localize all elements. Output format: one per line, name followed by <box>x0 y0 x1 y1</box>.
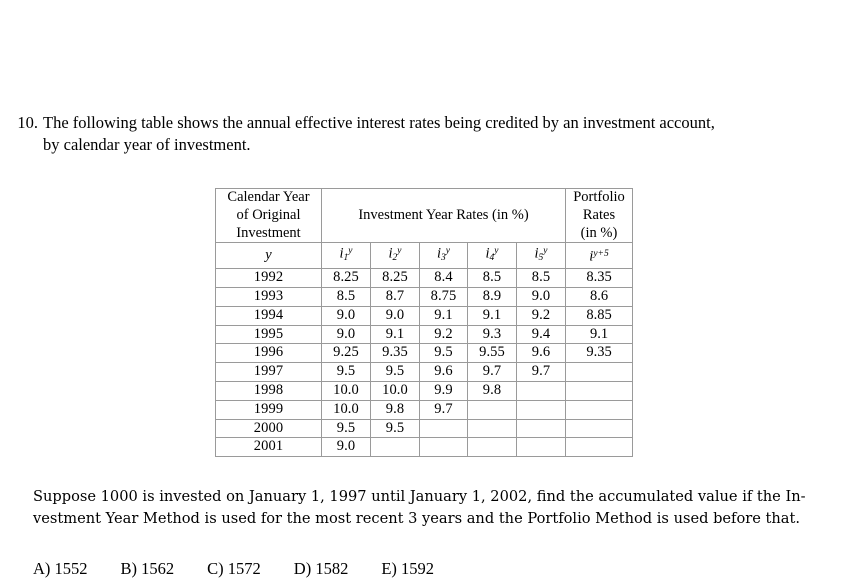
cell-rate-5: 9.4 <box>517 325 566 344</box>
symbol-rate-5 <box>517 243 566 269</box>
cell-portfolio-rate: 8.35 <box>566 269 633 288</box>
cell-rate-4 <box>468 419 517 438</box>
cell-rate-5 <box>517 419 566 438</box>
cell-portfolio-rate: 8.85 <box>566 306 633 325</box>
cell-rate-3: 9.2 <box>420 325 468 344</box>
symbol-rate-1 <box>322 243 371 269</box>
cell-year: 1996 <box>216 344 322 363</box>
table-row <box>216 400 633 419</box>
symbol-base: i <box>589 248 594 265</box>
interest-rate-table-container <box>215 188 633 457</box>
cell-rate-4 <box>468 438 517 457</box>
cell-year: 1993 <box>216 288 322 307</box>
cell-rate-2: 9.5 <box>371 419 420 438</box>
cell-year: 1998 <box>216 381 322 400</box>
cell-rate-1: 9.25 <box>322 344 371 363</box>
symbol-superscript: y <box>348 246 353 257</box>
table-row <box>216 419 633 438</box>
symbol-subscript: 1 <box>343 253 349 264</box>
cell-rate-2: 8.25 <box>371 269 420 288</box>
cell-rate-4 <box>468 400 517 419</box>
symbol-superscript: y <box>397 246 402 257</box>
cell-portfolio-rate <box>566 400 633 419</box>
symbol-base: i <box>534 245 539 262</box>
cell-rate-1: 9.0 <box>322 438 371 457</box>
cell-rate-5 <box>517 381 566 400</box>
symbol-subscript: 4 <box>489 253 495 264</box>
table-row <box>216 381 633 400</box>
cell-rate-5 <box>517 400 566 419</box>
problem-statement <box>0 112 852 156</box>
header-portfolio-rates-line: Portfolio <box>573 189 625 205</box>
symbol-superscript: y <box>543 246 548 257</box>
cell-rate-3 <box>420 438 468 457</box>
cell-rate-2: 9.1 <box>371 325 420 344</box>
cell-portfolio-rate <box>566 419 633 438</box>
cell-rate-1: 9.0 <box>322 325 371 344</box>
cell-rate-4: 9.8 <box>468 381 517 400</box>
header-portfolio-rates <box>566 189 633 243</box>
symbol-rate-4 <box>468 243 517 269</box>
cell-rate-3: 9.9 <box>420 381 468 400</box>
problem-statement-line: The following table shows the annual effective interest rates being credited by an investment account, <box>43 113 715 132</box>
cell-rate-2 <box>371 438 420 457</box>
answer-choice-label: C) <box>207 559 224 578</box>
answer-choice-c[interactable] <box>207 558 261 580</box>
cell-year: 2001 <box>216 438 322 457</box>
header-portfolio-rates-line: (in %) <box>580 224 618 241</box>
cell-rate-1: 10.0 <box>322 381 371 400</box>
answer-choice-e[interactable] <box>381 558 434 580</box>
cell-rate-4: 9.1 <box>468 306 517 325</box>
cell-rate-5: 9.7 <box>517 363 566 382</box>
table-row <box>216 344 633 363</box>
problem-number: 10. <box>17 113 38 132</box>
symbol-base: i <box>388 245 393 262</box>
cell-rate-3: 8.4 <box>420 269 468 288</box>
cell-year: 2000 <box>216 419 322 438</box>
symbol-base: i <box>339 245 344 262</box>
cell-rate-1: 10.0 <box>322 400 371 419</box>
cell-year: 1994 <box>216 306 322 325</box>
cell-rate-1: 9.5 <box>322 419 371 438</box>
cell-rate-5 <box>517 438 566 457</box>
symbol-superscript: y+5 <box>593 248 609 259</box>
cell-portfolio-rate <box>566 381 633 400</box>
symbol-portfolio-rate <box>566 243 633 269</box>
cell-rate-3: 9.7 <box>420 400 468 419</box>
cell-rate-5: 9.6 <box>517 344 566 363</box>
symbol-rate-2 <box>371 243 420 269</box>
cell-rate-5: 9.2 <box>517 306 566 325</box>
cell-rate-2: 9.0 <box>371 306 420 325</box>
cell-rate-2: 10.0 <box>371 381 420 400</box>
table-row <box>216 269 633 288</box>
answer-choice-b[interactable] <box>121 558 175 580</box>
problem-statement-row <box>0 112 852 156</box>
header-calendar-year-line: of Original <box>236 206 301 223</box>
header-calendar-year-line: Investment <box>236 224 301 241</box>
cell-rate-2: 9.8 <box>371 400 420 419</box>
cell-rate-2: 9.35 <box>371 344 420 363</box>
cell-portfolio-rate <box>566 363 633 382</box>
cell-rate-4: 8.9 <box>468 288 517 307</box>
cell-rate-4: 9.55 <box>468 344 517 363</box>
answer-choice-value: 1572 <box>227 559 261 578</box>
cell-rate-3: 8.75 <box>420 288 468 307</box>
problem-statement-line: by calendar year of investment. <box>43 135 251 154</box>
answer-choice-d[interactable] <box>294 558 349 580</box>
cell-portfolio-rate: 9.35 <box>566 344 633 363</box>
question-line: vestment Year Method is used for the most recent 3 years and the Portfolio Method is used before that. <box>33 510 800 527</box>
cell-rate-2: 8.7 <box>371 288 420 307</box>
answer-choice-label: D) <box>293 559 312 578</box>
cell-rate-1: 9.0 <box>322 306 371 325</box>
cell-rate-1: 8.5 <box>322 288 371 307</box>
cell-rate-4: 9.3 <box>468 325 517 344</box>
question-line: Suppose 1000 is invested on January 1, 1997 until January 1, 2002, find the accumulated value if the In- <box>33 488 806 505</box>
cell-year: 1992 <box>216 269 322 288</box>
question-paragraph <box>33 486 833 530</box>
answer-choice-value: 1592 <box>401 559 435 578</box>
answer-choice-label: E) <box>381 559 397 578</box>
table-symbol-row <box>216 243 633 269</box>
cell-portfolio-rate: 8.6 <box>566 288 633 307</box>
cell-portfolio-rate: 9.1 <box>566 325 633 344</box>
table-row <box>216 438 633 457</box>
header-calendar-year <box>216 189 322 243</box>
answer-choice-a[interactable] <box>33 558 88 580</box>
symbol-base: i <box>437 245 442 262</box>
cell-year: 1999 <box>216 400 322 419</box>
symbol-base: i <box>485 245 490 262</box>
answer-choice-label: B) <box>120 559 138 578</box>
answer-choice-value: 1552 <box>54 559 88 578</box>
table-row <box>216 363 633 382</box>
symbol-subscript: 3 <box>441 253 446 264</box>
cell-portfolio-rate <box>566 438 633 457</box>
interest-rate-table <box>215 188 633 457</box>
symbol-superscript: y <box>445 246 450 257</box>
symbol-subscript: 2 <box>392 253 398 264</box>
symbol-superscript: y <box>494 246 499 257</box>
cell-rate-1: 8.25 <box>322 269 371 288</box>
table-row <box>216 288 633 307</box>
cell-rate-3: 9.5 <box>420 344 468 363</box>
cell-year: 1995 <box>216 325 322 344</box>
header-calendar-year-line: Calendar Year <box>227 189 310 205</box>
symbol-calendar-year: y <box>216 243 322 269</box>
answer-choice-value: 1582 <box>315 559 349 578</box>
header-investment-year-rates: Investment Year Rates (in %) <box>322 189 566 243</box>
answer-choice-value: 1562 <box>141 559 175 578</box>
cell-rate-3 <box>420 419 468 438</box>
cell-rate-5: 8.5 <box>517 269 566 288</box>
cell-rate-2: 9.5 <box>371 363 420 382</box>
table-row <box>216 325 633 344</box>
answer-choices <box>33 558 434 580</box>
cell-year: 1997 <box>216 363 322 382</box>
cell-rate-3: 9.6 <box>420 363 468 382</box>
cell-rate-1: 9.5 <box>322 363 371 382</box>
answer-choice-label: A) <box>33 559 51 578</box>
cell-rate-4: 8.5 <box>468 269 517 288</box>
cell-rate-4: 9.7 <box>468 363 517 382</box>
problem-statement-text <box>43 112 852 156</box>
cell-rate-3: 9.1 <box>420 306 468 325</box>
cell-rate-5: 9.0 <box>517 288 566 307</box>
symbol-subscript: 5 <box>538 253 544 264</box>
table-row <box>216 306 633 325</box>
header-portfolio-rates-line: Rates <box>582 206 616 223</box>
symbol-rate-3 <box>420 243 468 269</box>
